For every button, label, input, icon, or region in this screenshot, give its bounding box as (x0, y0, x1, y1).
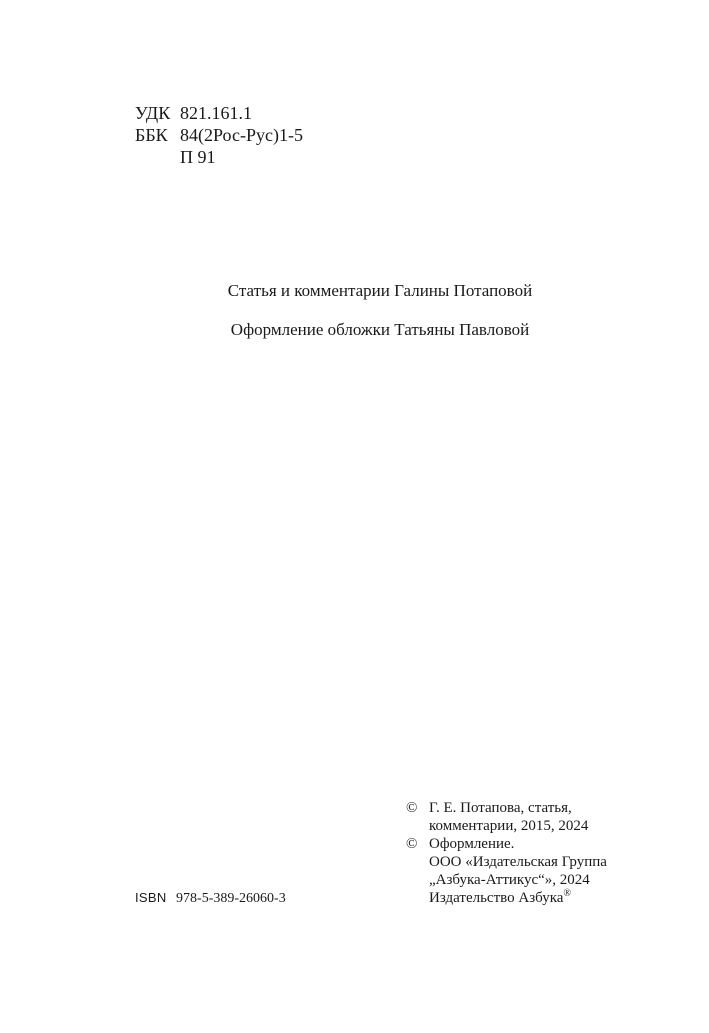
author-mark-row (135, 146, 303, 168)
isbn-line (135, 889, 286, 908)
udk-label: УДК (135, 103, 171, 123)
author-mark: П 91 (180, 147, 216, 167)
publisher-name: Издательство Азбука (429, 890, 564, 906)
author-mark-spacer (135, 146, 180, 168)
registered-mark: ® (563, 888, 572, 899)
udk-row (135, 102, 303, 124)
udk-value: 821.161.1 (180, 103, 252, 123)
copyright-author-text (429, 799, 588, 835)
copyright-block (406, 799, 607, 907)
copyright-publisher-text (429, 835, 607, 907)
copyright-publisher-line-1: Оформление. (429, 836, 515, 852)
bbk-label: ББК (135, 125, 168, 145)
bbk-value: 84(2Рос-Рус)1-5 (180, 125, 303, 145)
classification-block (135, 102, 303, 168)
copyright-symbol: © (406, 836, 418, 852)
cover-credit: Оформление обложки Татьяны Павловой (230, 320, 530, 339)
copyright-publisher-line-3: „Азбука-Аттикус“», 2024 (429, 872, 590, 888)
copyright-publisher-line-2: ООО «Издательская Группа (429, 854, 607, 870)
copyright-author-line-2: комментарии, 2015, 2024 (429, 818, 589, 834)
copyright-author-line-1: Г. Е. Потапова, статья, (429, 800, 572, 816)
copyright-entry-publisher (406, 835, 607, 907)
bbk-row (135, 124, 303, 146)
copyright-symbol: © (406, 800, 418, 816)
copyright-entry-author (406, 799, 607, 835)
isbn-value: 978-5-389-26060-3 (176, 891, 286, 906)
article-credit: Статья и комментарии Галины Потаповой (227, 281, 533, 300)
copyright-publisher-line-4 (429, 889, 607, 907)
isbn-label: ISBN (135, 890, 167, 905)
